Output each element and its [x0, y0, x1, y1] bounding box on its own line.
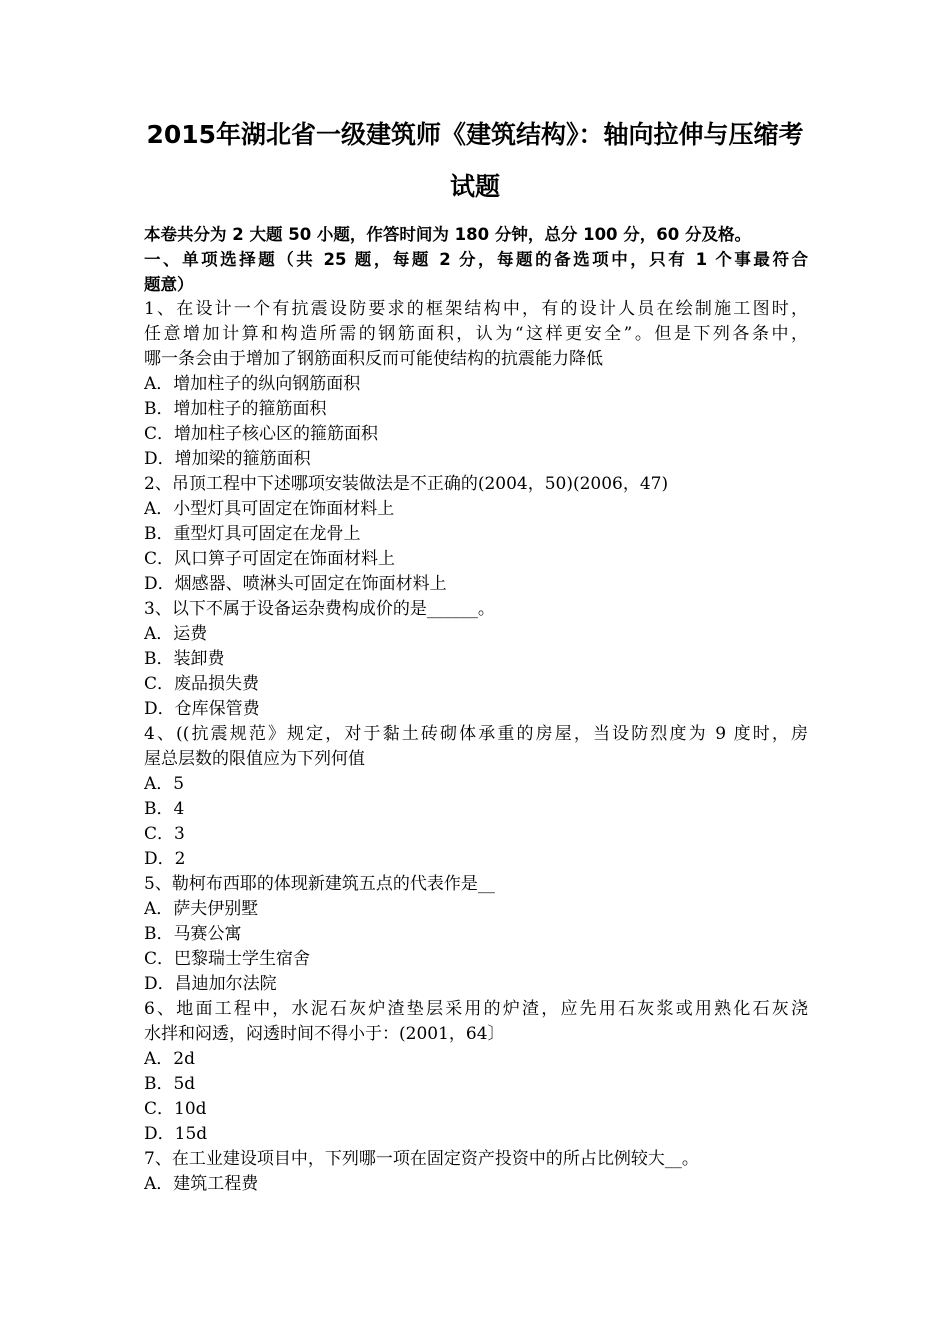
question-1	[144, 297, 808, 472]
option-c: C．10d	[144, 1099, 207, 1119]
option-d: D．15d	[144, 1124, 208, 1144]
option-b: B．重型灯具可固定在龙骨上	[144, 524, 361, 544]
exam-summary: 本卷共分为 2 大题 50 小题，作答时间为 180 分钟，总分 100 分，60 分及格。	[144, 225, 751, 244]
option-c: C．巴黎瑞士学生宿舍	[144, 949, 311, 969]
document-title-line-2: 试题	[449, 172, 500, 201]
option-c: C．风口箅子可固定在饰面材料上	[144, 549, 396, 569]
option-b: B．增加柱子的箍筋面积	[144, 399, 327, 419]
question-stem-line: 2、吊顶工程中下述哪项安装做法是不正确的(2004，50)(2006，47)	[144, 474, 669, 494]
document-title-line-1: 2015年湖北省一级建筑师《建筑结构》：轴向拉伸与压缩考	[146, 120, 804, 149]
option-b: B．5d	[144, 1074, 196, 1094]
option-b: B．马赛公寓	[144, 924, 242, 944]
option-a: A．运费	[144, 624, 208, 644]
option-a: A．小型灯具可固定在饰面材料上	[144, 499, 395, 519]
question-stem-line: 7、在工业建设项目中，下列哪一项在固定资产投资中的所占比例较大__。	[144, 1149, 699, 1169]
option-d: D．仓库保管费	[144, 699, 260, 719]
option-a: A．建筑工程费	[144, 1174, 259, 1194]
question-stem-line: 5、勒柯布西耶的体现新建筑五点的代表作是__	[144, 874, 495, 894]
option-b: B．装卸费	[144, 649, 225, 669]
option-a: A．萨夫伊别墅	[144, 899, 259, 919]
question-stem-line: 任意增加计算和构造所需的钢筋面积，认为“这样更安全”。但是下列各条中，	[144, 324, 808, 344]
question-stem-line: 3、以下不属于设备运杂费构成价的是______。	[144, 599, 495, 619]
question-stem-line: 水拌和闷透，闷透时间不得小于：(2001，64〕	[144, 1024, 505, 1044]
option-c: C．废品损失费	[144, 674, 260, 694]
question-4	[144, 722, 808, 872]
option-a: A．增加柱子的纵向钢筋面积	[144, 374, 361, 394]
question-3	[144, 597, 808, 722]
option-c: C．3	[144, 824, 185, 844]
question-2	[144, 472, 808, 597]
question-stem-line: 4、((抗震规范》规定，对于黏土砖砌体承重的房屋，当设防烈度为 9 度时，房	[144, 724, 808, 744]
question-6	[144, 997, 808, 1147]
option-b: B．4	[144, 799, 185, 819]
option-a: A．5	[144, 774, 185, 794]
option-d: D．烟感器、喷淋头可固定在饰面材料上	[144, 574, 447, 594]
section-heading-line-2: 题意）	[144, 275, 194, 294]
question-stem-line: 屋总层数的限值应为下列何值	[144, 749, 365, 769]
document-body	[144, 222, 808, 1197]
option-d: D．2	[144, 849, 186, 869]
option-c: C．增加柱子核心区的箍筋面积	[144, 424, 379, 444]
section-heading-line-1: 一、单项选择题（共 25 题，每题 2 分，每题的备选项中，只有 1 个事最符合	[144, 250, 808, 269]
option-d: D．昌迪加尔法院	[144, 974, 277, 994]
question-5	[144, 872, 808, 997]
question-stem-line: 哪一条会由于增加了钢筋面积反而可能使结构的抗震能力降低	[144, 349, 603, 369]
option-d: D．增加梁的箍筋面积	[144, 449, 311, 469]
option-a: A．2d	[144, 1049, 195, 1069]
question-7	[144, 1147, 808, 1197]
question-stem-line: 6、地面工程中，水泥石灰炉渣垫层采用的炉渣，应先用石灰浆或用熟化石灰浇	[144, 999, 808, 1019]
question-stem-line: 1、在设计一个有抗震设防要求的框架结构中，有的设计人员在绘制施工图时，	[144, 299, 808, 319]
